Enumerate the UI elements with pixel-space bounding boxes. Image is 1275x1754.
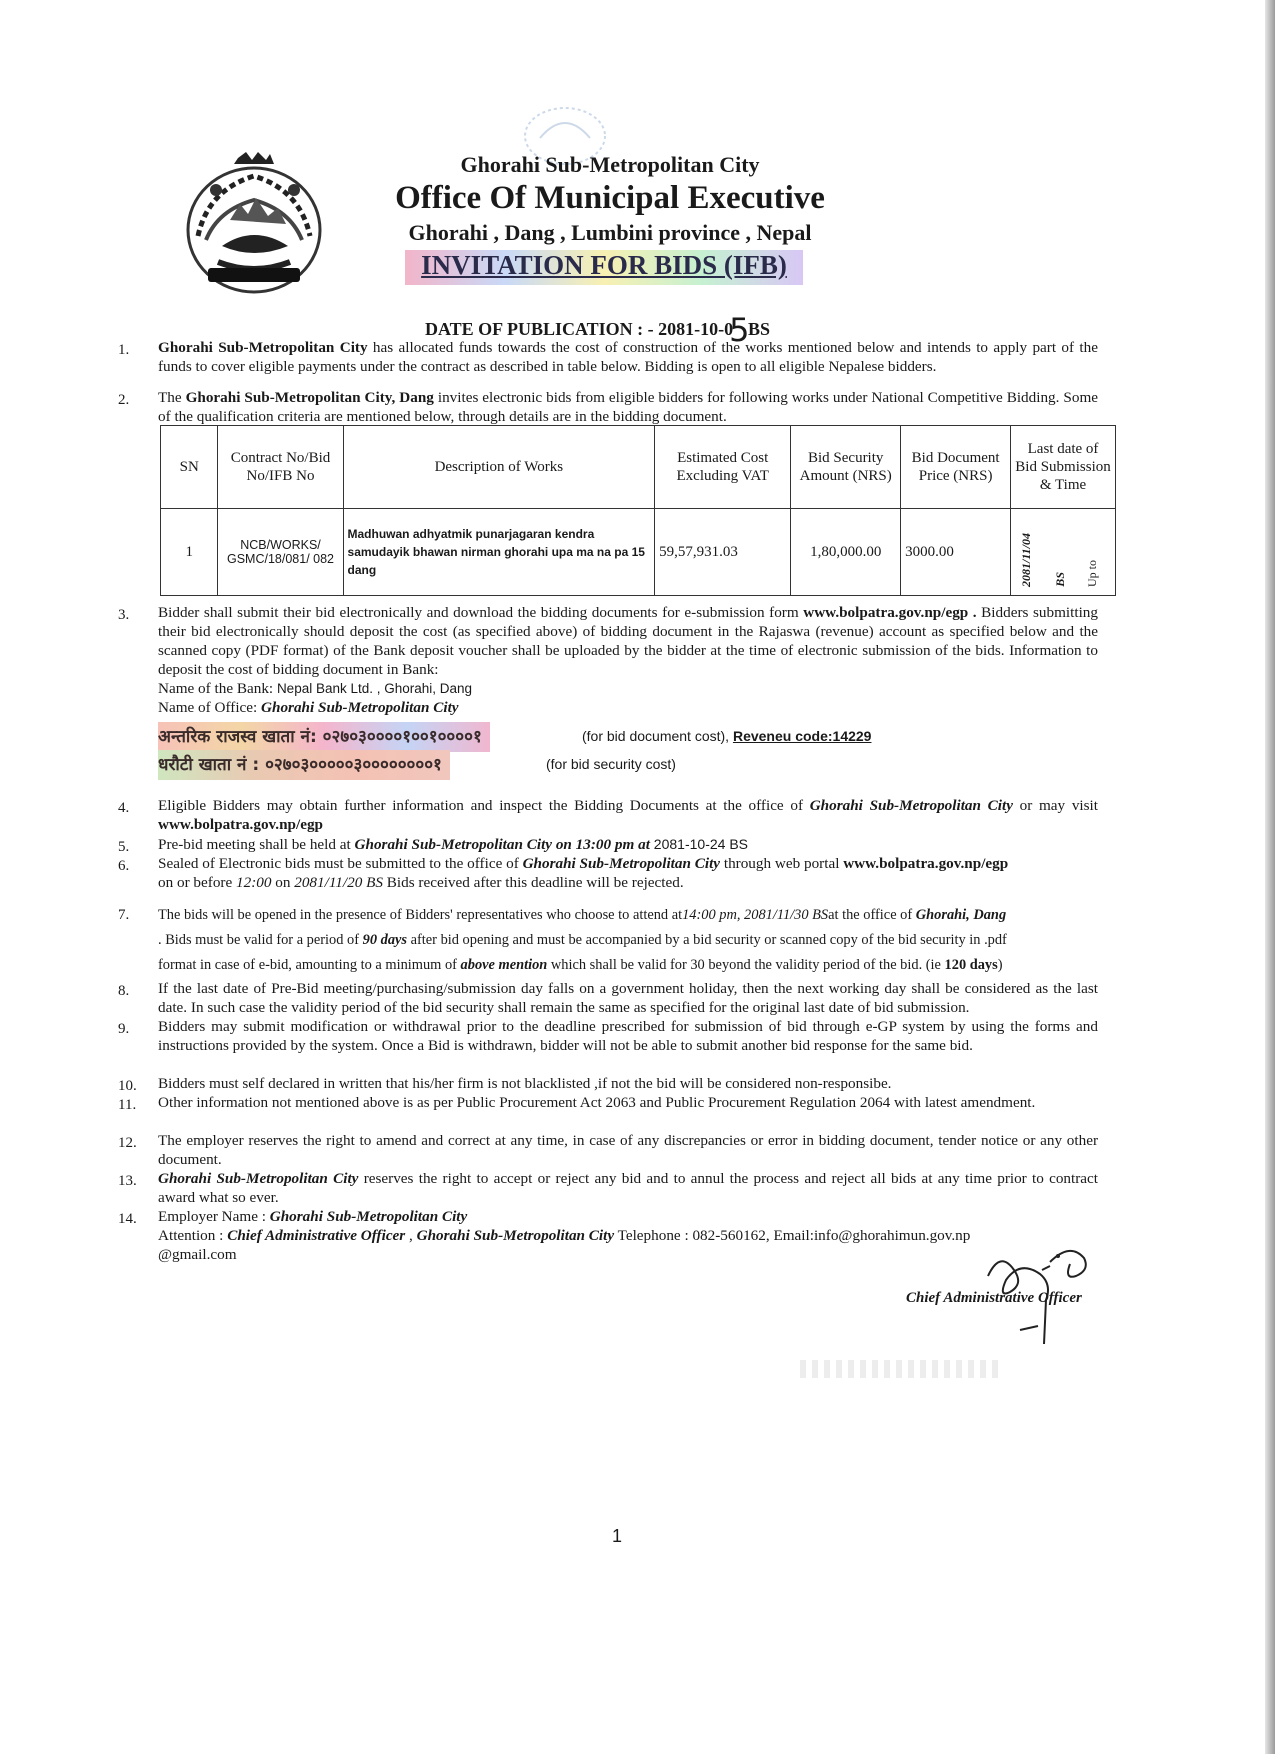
office-address: Ghorahi , Dang , Lumbini province , Nepal	[408, 220, 812, 245]
clause-5-pre: Pre-bid meeting shall be held at	[158, 836, 355, 853]
clause-number: 3.	[118, 607, 130, 623]
revenue-code: Reveneu code:14229	[732, 728, 872, 744]
clause-number: 8.	[118, 983, 130, 999]
clause-6-mid: through web portal	[720, 855, 844, 872]
clause-13	[158, 1169, 1098, 1207]
publication-date-text: DATE OF PUBLICATION : - 2081-10-0	[425, 319, 734, 339]
clause-7-l3-mid: which shall be valid for 30 beyond the validity period of the bid. (ie	[547, 957, 945, 973]
header-document-price: Bid Document Price (NRS)	[901, 426, 1011, 509]
last-date-upto: Up to	[1085, 560, 1100, 587]
signature-title: Chief Administrative Officer	[906, 1290, 1082, 1306]
clause-12: The employer reserves the right to amend and correct at any time, in case of any discrepancies or error in bidding document, tender notice or any other document.	[158, 1132, 1098, 1168]
clause-number: 5.	[118, 839, 130, 855]
header-bid-security: Bid Security Amount (NRS)	[791, 426, 901, 509]
clause-number: 10.	[118, 1078, 137, 1094]
clause-6-url: www.bolpatra.gov.np/egp	[843, 855, 1009, 872]
header-last-date: Last date of Bid Submission & Time	[1011, 426, 1116, 509]
office-label: Name of Office:	[158, 699, 262, 716]
publication-date-suffix: BS	[748, 319, 771, 339]
clause-7-l2-post: after bid opening and must be accompanied by a bid security or scanned copy of the bid security in .pdf	[407, 932, 1007, 948]
clause-10: Bidders must self declared in written that his/her firm is not blacklisted ,if not the bid will be considered non-responsibe.	[158, 1075, 892, 1092]
clause-2-text: invites electronic bids from eligible bidders for following works under National Competitive Bidding. Some of the qualification criteria are mentioned below, through details are in the bidding document.	[158, 389, 1098, 425]
office-title: Office Of Municipal Executive	[395, 180, 825, 216]
page-number: 1	[612, 1526, 623, 1546]
clause-13-org: Ghorahi Sub-Metropolitan City	[158, 1170, 359, 1187]
clause-7-mid: at the office of	[828, 907, 916, 923]
clause-6-end: Bids received after this deadline will be rejected.	[382, 874, 684, 891]
contact-email-tail: @gmail.com	[158, 1246, 237, 1263]
clause-6-l2-pre: on or before	[158, 874, 237, 891]
office-name: Ghorahi Sub-Metropolitan City	[261, 699, 459, 716]
clause-3-pre: Bidder shall submit their bid electronically and download the bidding documents for e-submission form	[158, 604, 804, 621]
clause-4-pre: Eligible Bidders may obtain further information and inspect the Bidding Documents at the office of	[158, 797, 810, 814]
clause-3-url: www.bolpatra.gov.np/egp .	[803, 604, 977, 621]
clause-8: If the last date of Pre-Bid meeting/purchasing/submission day falls on a government holiday, then the next working day shall be considered as the last date. In such case the validity period of the bid security shall remain the same as specified for the original last date of bid submission.	[158, 980, 1098, 1016]
header-contract: Contract No/Bid No/IFB No	[218, 426, 343, 509]
last-date-bs: BS	[1053, 572, 1068, 587]
clause-14	[158, 1207, 1098, 1264]
clause-number: 4.	[118, 800, 130, 816]
clause-6-date: 2081/11/20 BS	[294, 874, 383, 891]
clause-4-org: Ghorahi Sub-Metropolitan City	[809, 797, 1013, 814]
cell-sn: 1	[161, 509, 218, 596]
scan-edge	[1265, 0, 1275, 1754]
clause-number: 14.	[118, 1211, 137, 1227]
clause-7-l2-pre: . Bids must be valid for a period of	[158, 932, 363, 948]
cell-bid-security: 1,80,000.00	[791, 509, 901, 596]
clause-number: 11.	[118, 1097, 137, 1113]
clause-6	[158, 854, 1098, 892]
clause-11: Other information not mentioned above is as per Public Procurement Act 2063 and Public Procurement Regulation 2064 with latest amendment.	[158, 1094, 1036, 1111]
clause-7	[158, 903, 1098, 978]
clause-2	[158, 388, 1098, 426]
clause-number: 1.	[118, 342, 130, 358]
clause-number: 13.	[118, 1173, 137, 1189]
clause-7-above: above mention	[460, 957, 548, 973]
clause-6-pre: Sealed of Electronic bids must be submitted to the office of	[158, 855, 523, 872]
clause-7-120: 120 days	[944, 957, 998, 973]
header-sn: SN	[161, 426, 218, 509]
attention-city: Ghorahi Sub-Metropolitan City	[416, 1227, 615, 1244]
table-row	[161, 509, 1116, 596]
last-date-value: 2081/11/04	[1019, 532, 1034, 587]
clause-4	[158, 796, 1098, 834]
clause-3	[158, 603, 1098, 717]
clause-1	[158, 338, 1098, 376]
deposit-account-note: (for bid security cost)	[546, 756, 676, 772]
employer-label: Employer Name :	[158, 1208, 270, 1225]
clause-7-pre: The bids will be opened in the presence of Bidders' representatives who choose to attend at	[158, 907, 683, 923]
revenue-note-text: (for bid document cost),	[582, 728, 730, 744]
clause-6-org: Ghorahi Sub-Metropolitan City	[522, 855, 721, 872]
clause-9: Bidders may submit modification or withdrawal prior to the deadline prescribed for submission of bid through e-GP system by using the forms and instructions provided by the system. Once a Bid is withdrawn, bidder will not be able to submit another bid response for the same bid.	[158, 1018, 1098, 1054]
employer-name: Ghorahi Sub-Metropolitan City	[269, 1208, 468, 1225]
clause-6-on: on	[271, 874, 295, 891]
clause-7-days: 90 days	[362, 932, 408, 948]
clause-7-place: Ghorahi, Dang	[915, 907, 1007, 923]
cell-contract: NCB/WORKS/ GSMC/18/081/ 082	[218, 509, 343, 596]
clause-number: 7.	[118, 907, 130, 923]
clause-number: 9.	[118, 1021, 130, 1037]
clause-13-text: reserves the right to accept or reject any bid and to annul the process and reject all bids at any time prior to contract award what so ever.	[158, 1170, 1098, 1206]
organization-name: Ghorahi Sub-Metropolitan City	[460, 152, 760, 177]
deposit-account: धरौटी खाता नं : ०२७०३०००००३००००००००१	[158, 750, 450, 780]
revenue-account: अन्तरिक राजस्व खाता नं: ०२७०३००००१००१००००१	[158, 722, 490, 752]
faint-stamp-residue	[800, 1360, 1000, 1378]
nepal-emblem-icon	[178, 150, 330, 300]
clause-1-org: Ghorahi Sub-Metropolitan City	[158, 339, 368, 356]
bid-table	[160, 425, 1116, 596]
cell-document-price: 3000.00	[901, 509, 1011, 596]
clause-3-text: Bidders submitting their bid electronically should deposit the cost (as specified above) of bidding document in the Rajaswa (revenue) account as specified below and the scanned copy (PDF format) of the Bank deposit voucher shall be uploaded by the bidder at the time of electronic submission of the bids. Information to deposit the cost of bidding document in Bank:	[158, 604, 1098, 678]
cell-last-date	[1011, 509, 1116, 596]
clause-number: 6.	[118, 858, 130, 874]
clause-7-time: 14:00 pm, 2081/11/30 BS	[682, 907, 829, 923]
cell-estimated-cost: 59,57,931.03	[655, 509, 791, 596]
attention-label: Attention :	[158, 1227, 228, 1244]
attention-officer: Chief Administrative Officer	[227, 1227, 406, 1244]
clause-4-mid: or may visit	[1012, 797, 1098, 814]
clause-2-pre: The	[158, 389, 186, 406]
clause-5	[158, 835, 1098, 854]
bank-label: Name of the Bank:	[158, 680, 277, 697]
clause-7-l3-end: )	[997, 957, 1003, 973]
contact-info: Telephone : 082-560162, Email:info@ghorahimun.gov.np	[614, 1227, 971, 1244]
header-estimated-cost: Estimated Cost Excluding VAT	[655, 426, 791, 509]
revenue-account-note	[582, 728, 871, 744]
cell-description: Madhuwan adhyatmik punarjagaran kendra samudayik bhawan nirman ghorahi upa ma na pa 15 dang	[343, 509, 655, 596]
header-description: Description of Works	[343, 426, 655, 509]
clause-5-place: Ghorahi Sub-Metropolitan City on 13:00 pm at	[354, 836, 650, 853]
clause-number: 2.	[118, 392, 130, 408]
clause-6-time: 12:00	[236, 874, 272, 891]
clause-5-date: 2081-10-24 BS	[649, 836, 748, 852]
clause-1-text: has allocated funds towards the cost of construction of the works mentioned below and intends to apply part of the funds to cover eligible payments under the contract as described in table below. Bidding is open to all eligible Nepalese bidders.	[158, 339, 1098, 375]
clause-number: 12.	[118, 1135, 137, 1151]
clause-7-l3-pre: format in case of e-bid, amounting to a minimum of	[158, 957, 461, 973]
clause-2-org: Ghorahi Sub-Metropolitan City, Dang	[185, 389, 434, 406]
clause-4-url: www.bolpatra.gov.np/egp	[158, 816, 323, 833]
handwritten-digit: 5	[729, 311, 750, 349]
table-header-row	[161, 426, 1116, 509]
notice-title: INVITATION FOR BIDS (IFB)	[405, 250, 803, 285]
bank-name: Nepal Bank Ltd. , Ghorahi, Dang	[276, 681, 473, 696]
attention-sep: ,	[405, 1227, 417, 1244]
